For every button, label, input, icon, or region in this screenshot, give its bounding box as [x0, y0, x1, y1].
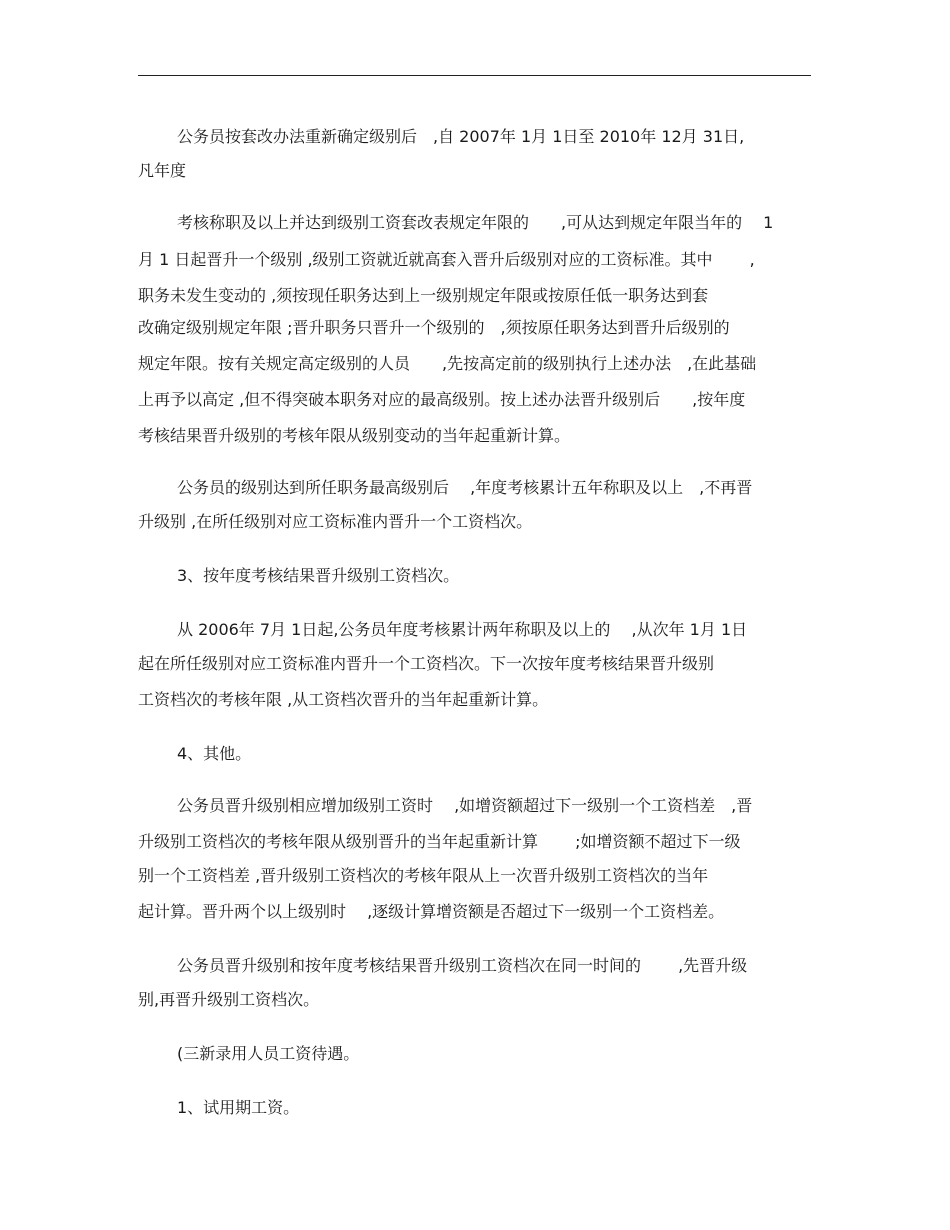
- section-heading: 3、按年度考核结果晋升级别工资档次。: [177, 566, 460, 585]
- paragraph-line: 别一个工资档差 ,晋升级别工资档次的考核年限从上一次晋升级别工资档次的当年: [138, 866, 709, 885]
- section-heading: 1、试用期工资。: [177, 1098, 300, 1117]
- paragraph-line: 考核称职及以上并达到级别工资套改表规定年限的 ,可从达到规定年限当年的 1: [177, 213, 774, 232]
- header-rule: [138, 75, 811, 76]
- paragraph-line: 公务员的级别达到所任职务最高级别后 ,年度考核累计五年称职及以上 ,不再晋: [177, 478, 753, 497]
- paragraph-line: 公务员晋升级别和按年度考核结果晋升级别工资档次在同一时间的 ,先晋升级: [177, 956, 748, 975]
- paragraph-line: 公务员按套改办法重新确定级别后 ,自 2007年 1月 1日至 2010年 12月 31日,: [177, 127, 745, 146]
- paragraph-line: 升级别 ,在所任级别对应工资标准内晋升一个工资档次。: [138, 512, 533, 531]
- paragraph-line: 升级别工资档次的考核年限从级别晋升的当年起重新计算 ;如增资额不超过下一级: [138, 832, 741, 851]
- paragraph-line: 月 1 日起晋升一个级别 ,级别工资就近就高套入晋升后级别对应的工资标准。其中 ,: [138, 250, 755, 269]
- paragraph-line: 别,再晋升级别工资档次。: [138, 990, 320, 1009]
- paragraph-line: 职务未发生变动的 ,须按现任职务达到上一级别规定年限或按原任低一职务达到套: [138, 286, 709, 305]
- paragraph-line: 公务员晋升级别相应增加级别工资时 ,如增资额超过下一级别一个工资档差 ,晋: [177, 796, 753, 815]
- section-heading: 4、其他。: [177, 744, 252, 763]
- paragraph-line: 上再予以高定 ,但不得突破本职务对应的最高级别。按上述办法晋升级别后 ,按年度: [138, 390, 746, 409]
- paragraph-line: 规定年限。按有关规定高定级别的人员 ,先按高定前的级别执行上述办法 ,在此基础: [138, 354, 757, 373]
- section-heading: (三新录用人员工资待遇。: [177, 1044, 360, 1063]
- paragraph-line: 从 2006年 7月 1日起,公务员年度考核累计两年称职及以上的 ,从次年 1月 1日: [177, 620, 748, 639]
- paragraph-line: 工资档次的考核年限 ,从工资档次晋升的当年起重新计算。: [138, 690, 549, 709]
- paragraph-line: 起计算。晋升两个以上级别时 ,逐级计算增资额是否超过下一级别一个工资档差。: [138, 902, 725, 921]
- paragraph-line: 起在所任级别对应工资标准内晋升一个工资档次。下一次按年度考核结果晋升级别: [138, 654, 715, 673]
- paragraph-line: 改确定级别规定年限 ;晋升职务只晋升一个级别的 ,须按原任职务达到晋升后级别的: [138, 318, 730, 337]
- paragraph-line: 考核结果晋升级别的考核年限从级别变动的当年起重新计算。: [138, 426, 571, 445]
- paragraph-line: 凡年度: [138, 161, 187, 180]
